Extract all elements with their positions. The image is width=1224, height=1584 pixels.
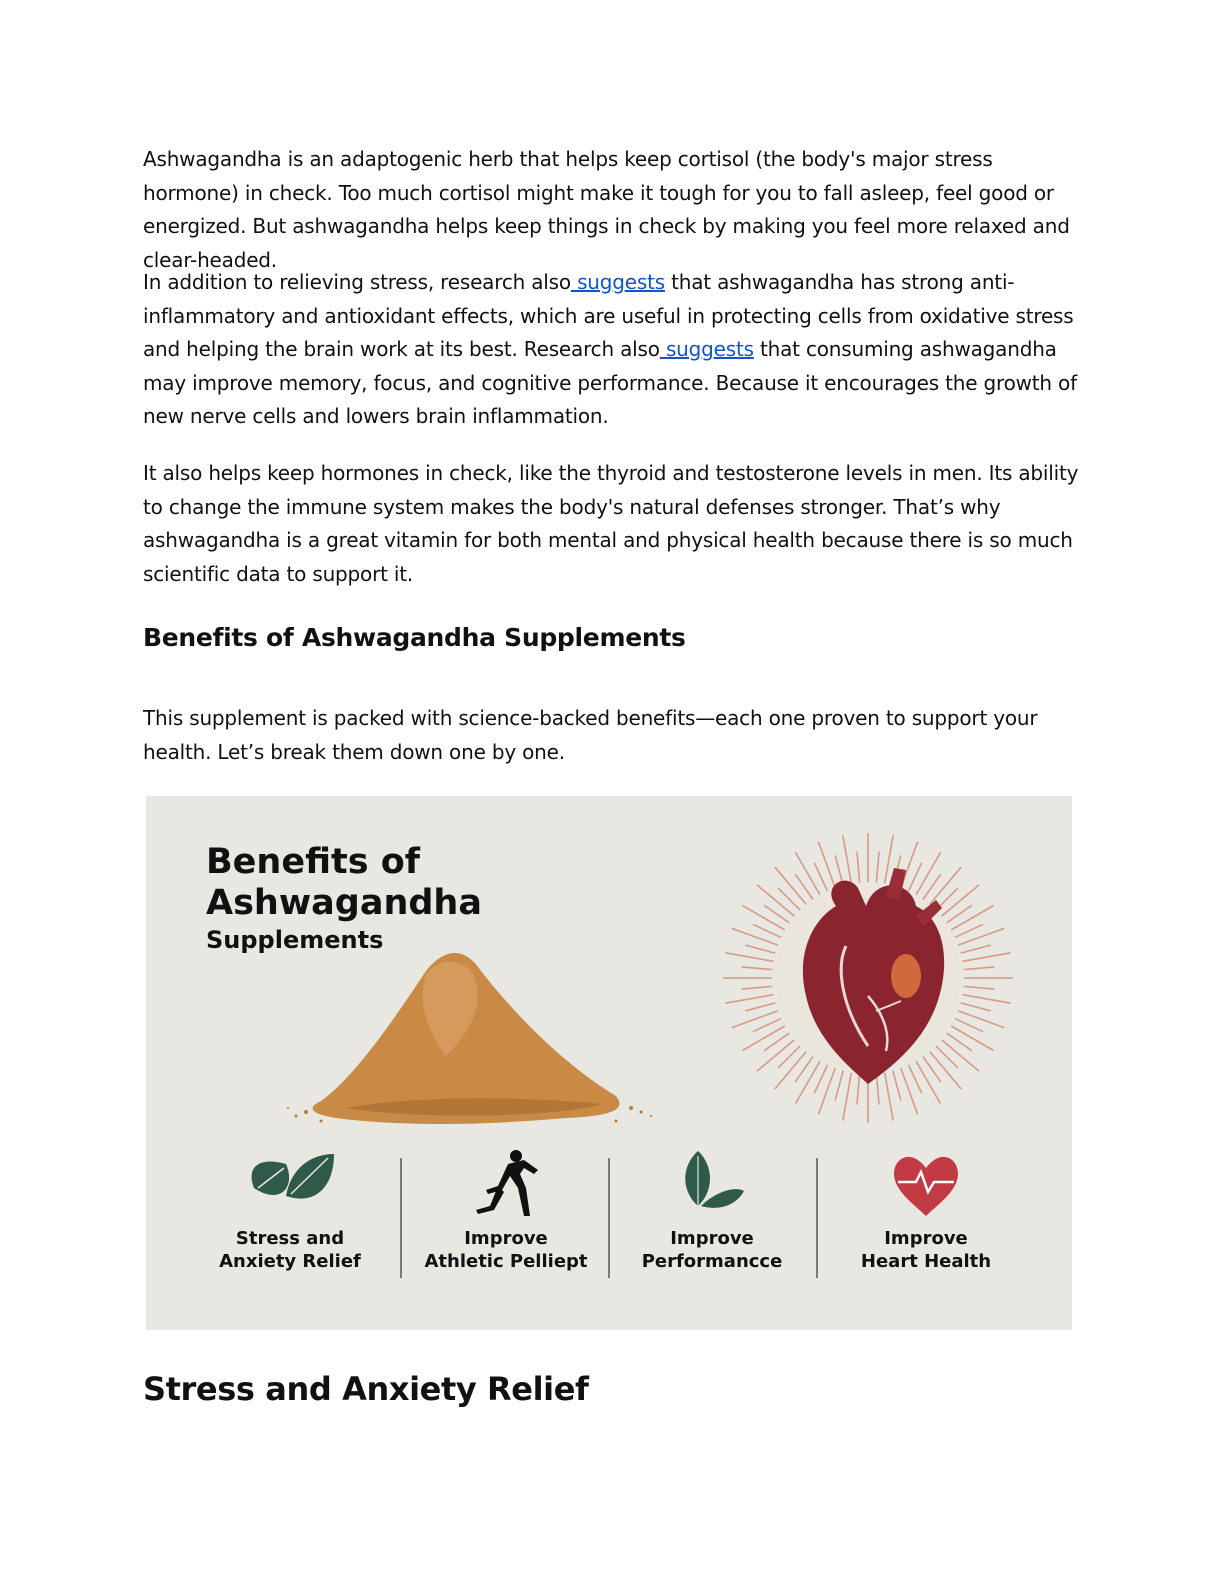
paragraph-research [143, 266, 1083, 434]
infographic-title-line2: Ashwagandha [206, 883, 482, 923]
infographic-title-line3: Supplements [206, 926, 384, 954]
benefits-infographic [146, 796, 1072, 1330]
item-2-label-line1: Improve [464, 1228, 548, 1249]
item-3-label-line1: Improve [670, 1228, 754, 1249]
infographic-title-line1: Benefits of [206, 842, 421, 882]
text-span: that ashwagandha has strong anti-inflammatory and antioxidant effects, which are useful in protecting cells from oxidative stress and helping the brain work at its best. Research also [143, 270, 1074, 361]
paragraph-supplement: This supplement is packed with science-backed benefits—each one proven to support your health. Let’s break them down one by one. [143, 706, 1038, 764]
item-2-label-line2: Athletic Pelliept [424, 1251, 588, 1272]
suggests-link-2[interactable]: suggests [659, 337, 754, 361]
paragraph-intro: Ashwagandha is an adaptogenic herb that helps keep cortisol (the body's major stress hormone) in check. Too much cortisol might make it tough for you to fall asleep, feel good or energized. But ashwagandha helps keep things in check by making you feel more relaxed and clear-headed. [143, 147, 1070, 272]
heading-stress-anxiety: Stress and Anxiety Relief [143, 1370, 589, 1408]
paragraph-hormones: It also helps keep hormones in check, like the thyroid and testosterone levels in men. Its ability to change the immune system makes the body's natural defenses stronger. That’s why ashwagandha is a great vitamin for both mental and physical health because there is so much scientific data to support it. [143, 461, 1079, 586]
item-3-label-line2: Performancce [641, 1251, 783, 1272]
heading-benefits: Benefits of Ashwagandha Supplements [143, 623, 686, 652]
text-span: In addition to relieving stress, research also [143, 270, 571, 294]
text-span: that consuming ashwagandha may improve memory, focus, and cognitive performance. Because it encourages the growth of new nerve cells and lowers brain inflammation. [143, 337, 1077, 428]
item-4-label-line2: Heart Health [860, 1251, 992, 1272]
item-1-label-line2: Anxiety Relief [219, 1251, 361, 1272]
item-4-label-line1: Improve [884, 1228, 968, 1249]
item-1-label-line1: Stress and [235, 1228, 345, 1249]
suggests-link-1[interactable]: suggests [570, 270, 665, 294]
